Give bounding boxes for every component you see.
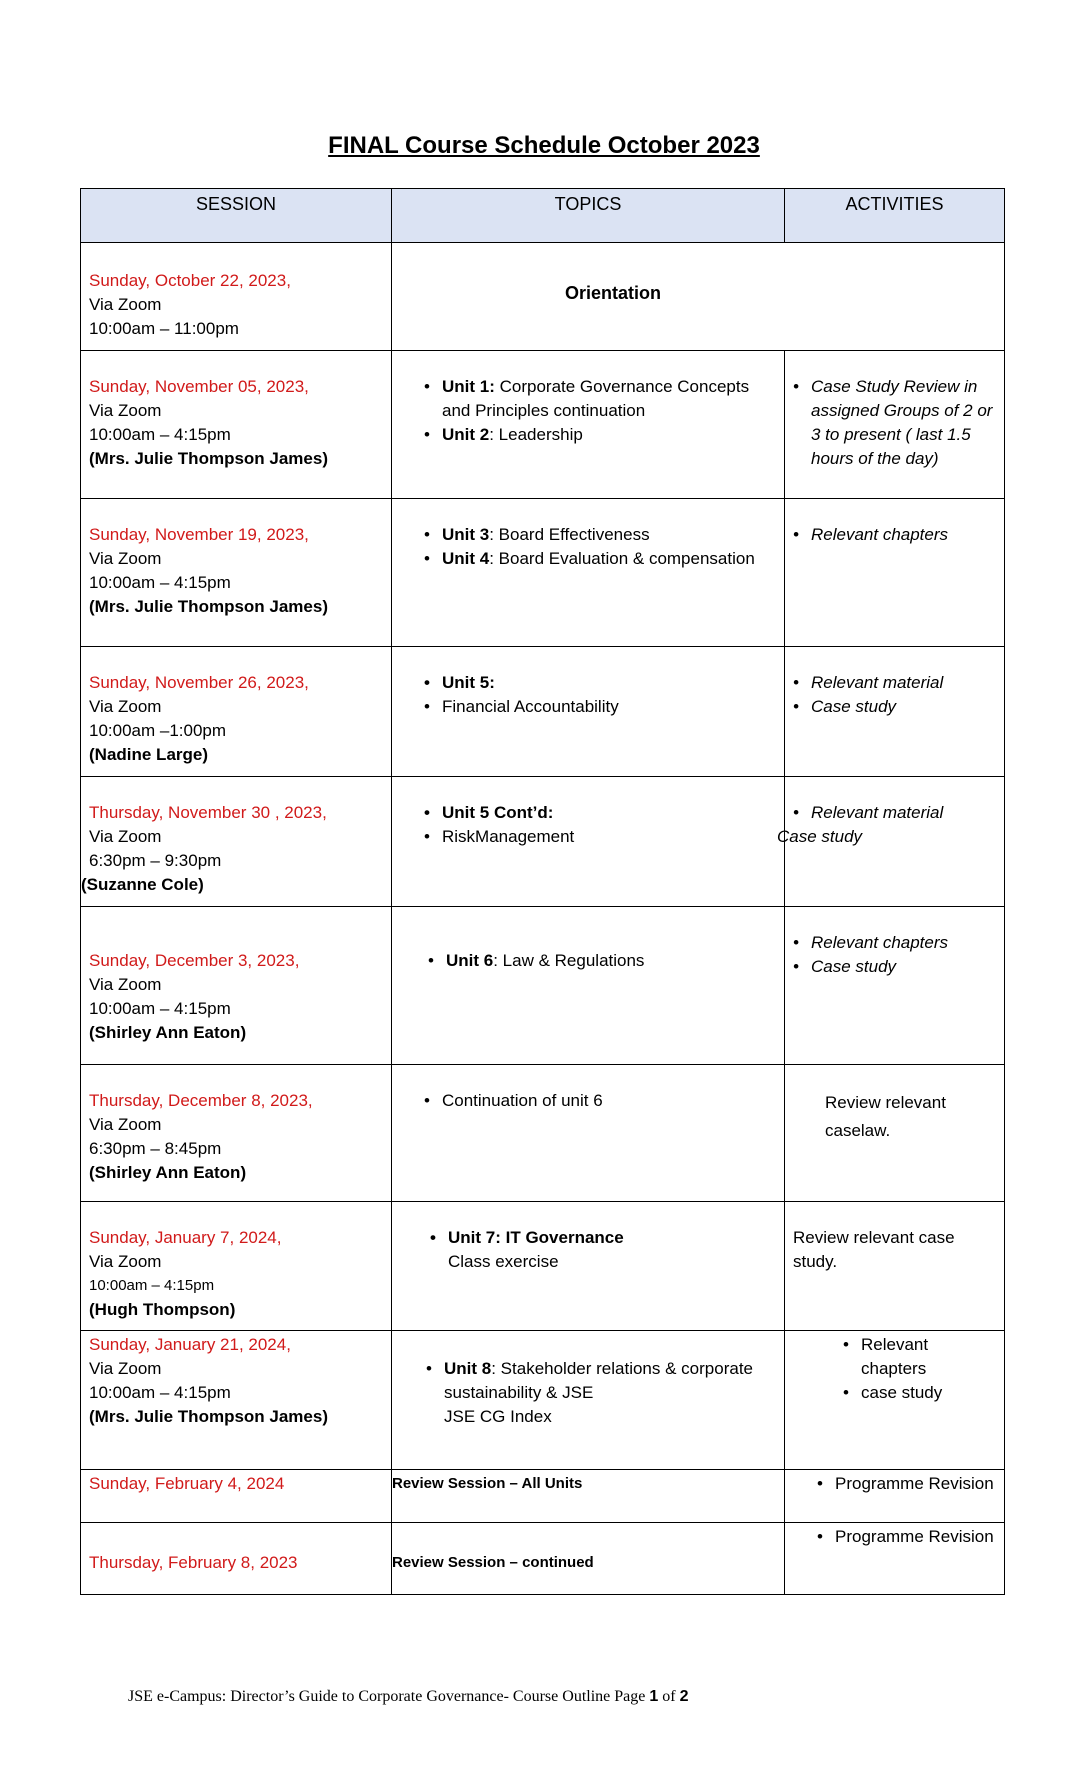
session-mode: Via Zoom: [89, 1252, 162, 1271]
footer-total: 2: [679, 1688, 689, 1705]
page-footer: [128, 1688, 689, 1706]
topic-extra: JSE CG Index: [444, 1407, 552, 1426]
topic-item: • Unit 8: Stakeholder relations & corporate sustainability & JSE: [444, 1357, 776, 1405]
topic-item: • Unit 1: Corporate Governance Concepts and Principles continuation: [442, 375, 776, 423]
activities-cell: [785, 351, 1005, 499]
table-row: [81, 647, 1005, 777]
header-session: SESSION: [81, 189, 392, 243]
session-time: 6:30pm – 9:30pm: [89, 851, 222, 870]
footer-text: JSE e-Campus: Director’s Guide to Corporate Governance- Course Outline Page: [128, 1688, 650, 1705]
session-time: 10:00am – 4:15pm: [89, 425, 231, 444]
activities-cell: [777, 777, 1005, 907]
session-cell: [81, 777, 392, 907]
topics-cell: [392, 1523, 785, 1595]
session-presenter: (Shirley Ann Eaton): [89, 1163, 247, 1182]
session-date: Sunday, January 21, 2024,: [89, 1335, 291, 1354]
topic-item: • Unit 4: Board Evaluation & compensation: [442, 547, 776, 571]
topics-cell: [392, 499, 785, 647]
topics-cell: [392, 1202, 785, 1331]
session-cell: [81, 499, 392, 647]
table-row: [81, 1065, 1005, 1202]
topic-item: • Financial Accountability: [442, 695, 776, 719]
table-row: [81, 907, 1005, 1065]
activity-item: • Case Study Review in assigned Groups of 2 or 3 to present ( last 1.5 hours of the day): [811, 375, 1002, 471]
table-row: [81, 499, 1005, 647]
orientation-cell: [392, 243, 1005, 351]
session-mode: Via Zoom: [89, 401, 162, 420]
activity-item: Case study: [777, 827, 863, 846]
topics-cell: [392, 1065, 785, 1202]
review-label: Review Session – All Units: [392, 1475, 583, 1492]
session-cell: [81, 243, 392, 351]
topic-item: • RiskManagement: [442, 825, 776, 849]
topic-item: • Unit 7: IT Governance: [448, 1226, 776, 1250]
session-date: Sunday, November 19, 2023,: [89, 525, 309, 544]
activities-cell: [785, 907, 1005, 1065]
session-mode: Via Zoom: [89, 827, 162, 846]
footer-of: of: [658, 1688, 680, 1705]
session-mode: Via Zoom: [89, 975, 162, 994]
orientation-label: Orientation: [564, 283, 661, 303]
activity-item: • Programme Revision: [835, 1472, 996, 1496]
topic-item: • Unit 5:: [442, 671, 776, 695]
session-presenter: (Shirley Ann Eaton): [89, 1023, 247, 1042]
session-mode: Via Zoom: [89, 549, 162, 568]
table-row: [81, 777, 1005, 907]
topic-extra: Class exercise: [448, 1252, 559, 1271]
topics-cell: [392, 351, 785, 499]
session-presenter: (Mrs. Julie Thompson James): [89, 597, 328, 616]
header-topics: TOPICS: [392, 189, 785, 243]
session-cell: [81, 647, 392, 777]
activity-item: • case study: [861, 1381, 996, 1405]
activity-item: • Relevant material: [811, 671, 996, 695]
topic-item: • Unit 2: Leadership: [442, 423, 776, 447]
activity-text: Review relevant caselaw.: [825, 1093, 946, 1140]
topics-cell: [392, 1331, 785, 1470]
session-cell: [81, 351, 392, 499]
session-mode: Via Zoom: [89, 697, 162, 716]
topic-item: • Continuation of unit 6: [442, 1089, 776, 1113]
session-time: 10:00am – 4:15pm: [89, 573, 231, 592]
session-cell: [81, 1065, 392, 1202]
session-date: Sunday, October 22, 2023,: [89, 271, 291, 290]
activity-item: • Case study: [811, 695, 996, 719]
session-date: Sunday, November 05, 2023,: [89, 377, 309, 396]
session-time: 6:30pm – 8:45pm: [89, 1139, 222, 1158]
activities-cell: [785, 1331, 1005, 1470]
session-time: 10:00am – 4:15pm: [89, 1277, 215, 1294]
session-cell: [81, 907, 392, 1065]
activity-item: • Relevant chapters: [811, 523, 996, 547]
schedule-table: [80, 188, 1005, 1595]
activity-item: • Relevant material: [811, 801, 996, 825]
activity-item: • Programme Revision: [835, 1525, 996, 1549]
activities-cell: [785, 1065, 1005, 1202]
session-cell: [81, 1470, 392, 1523]
session-presenter: (Suzanne Cole): [81, 875, 204, 894]
session-mode: Via Zoom: [89, 1115, 162, 1134]
topic-item: • Unit 3: Board Effectiveness: [442, 523, 776, 547]
topics-cell: [392, 907, 785, 1065]
session-time: 10:00am – 4:15pm: [89, 1383, 231, 1402]
header-activities: ACTIVITIES: [785, 189, 1005, 243]
activities-cell: [785, 1202, 1005, 1331]
activities-cell: [785, 647, 1005, 777]
table-header-row: [81, 189, 1005, 243]
session-cell: [81, 1523, 392, 1595]
session-date: Sunday, November 26, 2023,: [89, 673, 309, 692]
activity-item: • Relevant chapters: [861, 1333, 996, 1381]
activity-text: Review relevant case study.: [793, 1228, 955, 1271]
topics-cell: [392, 1470, 785, 1523]
activities-cell: [785, 1470, 1005, 1523]
page-title: FINAL Course Schedule October 2023: [328, 132, 760, 159]
topic-item: • Unit 5 Cont’d:: [442, 801, 776, 825]
session-mode: Via Zoom: [89, 295, 162, 314]
session-date: Thursday, December 8, 2023,: [89, 1091, 313, 1110]
session-date: Sunday, February 4, 2024: [89, 1474, 285, 1493]
table-row: [81, 351, 1005, 499]
topic-item: • Unit 6: Law & Regulations: [446, 949, 776, 973]
table-row: [81, 243, 1005, 351]
table-row: [81, 1470, 1005, 1523]
activities-cell: [785, 1523, 1005, 1595]
session-presenter: (Hugh Thompson): [89, 1300, 236, 1319]
topics-cell: [392, 647, 785, 777]
activity-item: • Relevant chapters: [811, 931, 996, 955]
session-date: Sunday, December 3, 2023,: [89, 951, 300, 970]
footer-page: 1: [649, 1688, 659, 1705]
session-date: Sunday, January 7, 2024,: [89, 1228, 282, 1247]
session-presenter: (Nadine Large): [89, 745, 209, 764]
table-row: [81, 1523, 1005, 1595]
session-date: Thursday, November 30 , 2023,: [89, 803, 327, 822]
session-mode: Via Zoom: [89, 1359, 162, 1378]
session-presenter: (Mrs. Julie Thompson James): [89, 1407, 328, 1426]
review-label: Review Session – continued: [392, 1554, 594, 1571]
session-presenter: (Mrs. Julie Thompson James): [89, 449, 328, 468]
session-date: Thursday, February 8, 2023: [89, 1553, 298, 1572]
session-time: 10:00am – 4:15pm: [89, 999, 231, 1018]
activities-cell: [785, 499, 1005, 647]
activity-item: • Case study: [811, 955, 996, 979]
table-row: [81, 1202, 1005, 1331]
session-time: 10:00am – 11:00pm: [89, 319, 239, 338]
topics-cell: [392, 777, 785, 907]
table-row: [81, 1331, 1005, 1470]
session-time: 10:00am –1:00pm: [89, 721, 227, 740]
session-cell: [81, 1202, 392, 1331]
session-cell: [81, 1331, 392, 1470]
